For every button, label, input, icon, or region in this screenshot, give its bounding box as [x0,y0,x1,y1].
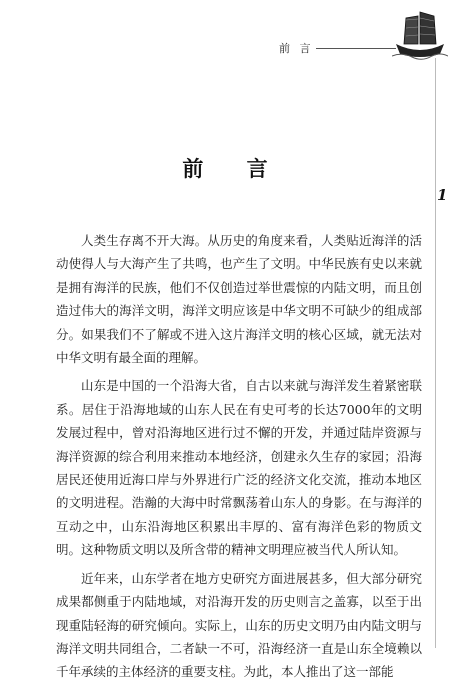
page-title: 前 言 [182,156,286,181]
sailing-ship-icon [392,4,448,62]
side-rule [435,58,436,648]
body-text [56,229,422,689]
header-rule [316,48,396,49]
paragraph: 近年来，山东学者在地方史研究方面进展甚多，但大部分研究成果都侧重于内陆地域，对沿海开发的历史则言之盖寡，以至于出现重陆轻海的研究倾向。实际上，山东的历史文明乃由内陆文明与海洋文明共同组合，二者缺一不可，沿海经济一直是山东全境赖以千年承续的主体经济的重要支柱。为此，本人推出了这一部能 [56,570,422,680]
page-number: 1 [437,186,448,204]
paragraph: 山东是中国的一个沿海大省，自古以来就与海洋发生着紧密联系。居住于沿海地域的山东人民在有史可考的长达7000年的文明发展过程中，曾对沿海地区进行过不懈的开发，并通过陆岸资源与海洋资源的综合利用来推动本地经济，创建永久生存的家园；沿海居民还使用近海口岸与外界进行广泛的经济文化交流，推动本地区的文明进程。浩瀚的大海中时常飘荡着山东人的身影。在与海洋的互动之中，山东沿海地区积累出丰厚的、富有海洋色彩的物质文明。这种物质文明以及所含带的精神文明理应被当代人所认知。 [56,378,422,558]
running-header: 前 言 [279,42,314,55]
paragraph: 人类生存离不开大海。从历史的角度来看，人类贴近海洋的活动使得人与大海产生了共鸣，也产生了文明。中华民族有史以来就是拥有海洋的民族，他们不仅创造过举世震惊的内陆文明，而且创造过伟大的海洋文明，海洋文明应该是中华文明不可缺少的组成部分。如果我们不了解或不进入这片海洋文明的核心区域，就无法对中华文明有最全面的理解。 [56,233,422,366]
